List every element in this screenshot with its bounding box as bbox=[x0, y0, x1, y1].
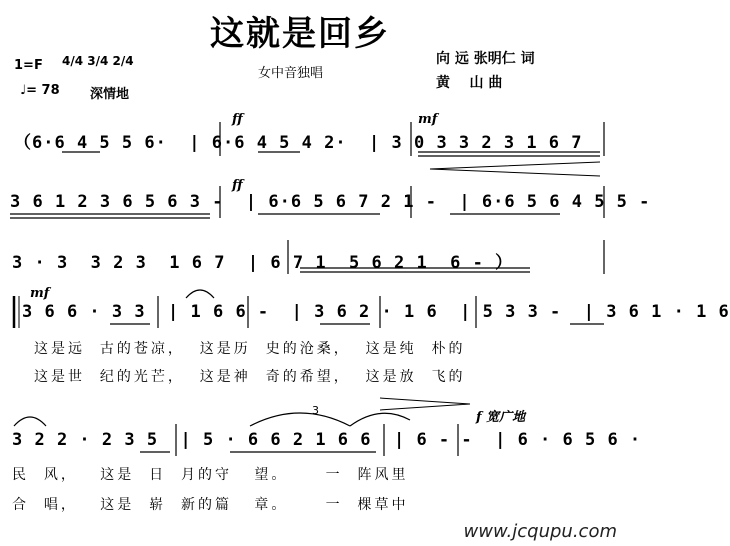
slur bbox=[350, 413, 410, 426]
dynamic-mf-2: mf bbox=[30, 286, 50, 301]
subtitle: 女中音独唱 bbox=[258, 66, 324, 81]
tempo-mark: ♩= 78 bbox=[20, 83, 60, 98]
crescendo-hairpin bbox=[430, 162, 600, 176]
song-title: 这就是回乡 bbox=[210, 14, 390, 54]
key-signature: 1=F bbox=[14, 58, 43, 73]
notation-row-1: （6·6 4 5 5 6· | 6·6 4 5 4 2· | 3 0 3 3 2 3 1 6 7 bbox=[14, 133, 583, 153]
notation-row-4: 3 6 6 · 3 3 | 1 6 6 - | 3 6 2 · 1 6 | 5 3 3 - | 3 6 1 · 1 6 bbox=[22, 302, 730, 322]
slur bbox=[250, 413, 350, 426]
slur bbox=[14, 417, 46, 426]
triplet-mark: 3 bbox=[312, 404, 319, 417]
lyricist-credit: 向 远 张明仁 词 bbox=[436, 51, 535, 67]
time-signatures: 4/4 3/4 2/4 bbox=[62, 54, 134, 68]
notation-row-2: 3 6 1 2 3 6 5 6 3 - | 6·6 5 6 7 2 1 - | 6·6 5 6 4 5 5 - bbox=[10, 192, 651, 212]
notation-row-5: 3 2 2 · 2 3 5 | 5 · 6 6 2 1 6 6 | 6 - - | 6 · 6 5 6 · bbox=[12, 430, 642, 450]
dynamic-f-wide: f 宽广地 bbox=[476, 410, 526, 425]
watermark: www.jcqupu.com bbox=[463, 521, 617, 542]
lyric-verse1-line1: 这是远 古的苍凉， 这是历 史的沧桑， 这是纯 朴的 bbox=[34, 341, 466, 357]
lyric-verse1-line2: 民 风， 这是 日 月的守 望。 一 阵风里 bbox=[12, 467, 409, 483]
dynamic-mf-1: mf bbox=[418, 112, 438, 127]
dynamic-ff-2: ff bbox=[232, 178, 243, 193]
composer-credit: 黄 山 曲 bbox=[436, 75, 503, 91]
decrescendo-hairpin bbox=[380, 398, 470, 410]
dynamic-ff-1: ff bbox=[232, 112, 243, 127]
lyric-verse2-line2: 合 唱， 这是 崭 新的篇 章。 一 棵草中 bbox=[12, 497, 409, 513]
expression-mark: 深情地 bbox=[90, 87, 130, 102]
lyric-verse2-line1: 这是世 纪的光芒， 这是神 奇的希望， 这是放 飞的 bbox=[34, 369, 466, 385]
notation-row-3: 3 · 3 3 2 3 1 6 7 | 6 7 1 5 6 2 1 6 - ） bbox=[12, 253, 514, 273]
slur bbox=[186, 290, 214, 298]
